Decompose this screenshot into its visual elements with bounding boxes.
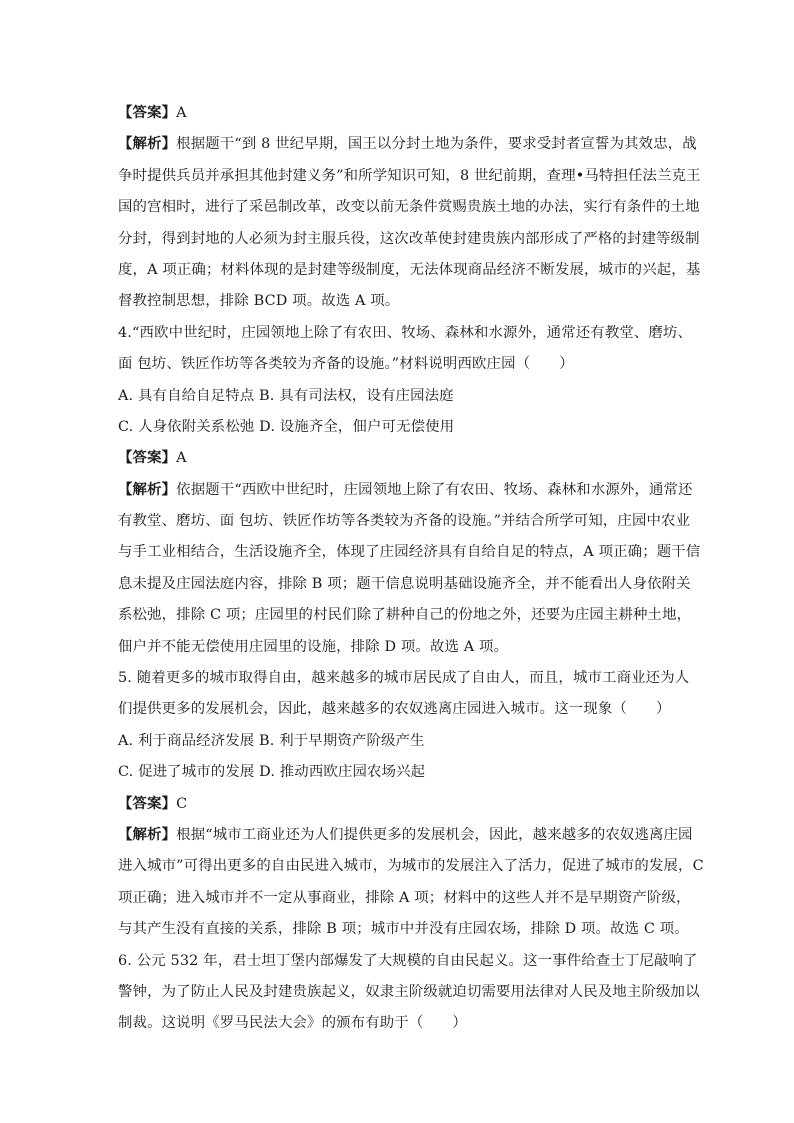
- text-line: [118, 163, 701, 189]
- line-text: C: [176, 795, 188, 812]
- text-line: [118, 351, 678, 377]
- line-text: 度，A 项正确；材料体现的是封建等级制度，无法体现商品经济不断发展，城市的兴起，基: [118, 261, 701, 278]
- text-line: [118, 226, 700, 252]
- section-label: 【答案】: [118, 794, 177, 812]
- text-line: [118, 477, 693, 503]
- text-line: [118, 320, 693, 346]
- line-text: 分封，得到封地的人必须为封主服兵役，这次改革使封建贵族内部形成了严格的封建等级制: [118, 230, 700, 247]
- line-text: 督教控制思想，排除 BCD 项。故选 A 项。: [118, 293, 400, 310]
- text-line: [118, 508, 691, 534]
- line-text: C. 人身依附关系松弛 D. 设施齐全，佃户可无偿使用: [118, 418, 455, 435]
- line-text: 6. 公元 532 年，君士坦丁堡内部爆发了大规模的自由民起义。这一事件给查士丁尼敲响了: [118, 952, 698, 969]
- line-text: 争时提供兵员并承担其他封建义务”和所学知识可知，8 世纪前期，查理•马特担任法兰克王: [118, 167, 701, 184]
- line-text: 国的宫相时，进行了采邑制改革，改变以前无条件赏赐贵族土地的办法，实行有条件的土地: [118, 199, 700, 216]
- text-line: [118, 1010, 678, 1036]
- line-text: A. 利于商品经济发展 B. 利于早期资产阶级产生: [118, 732, 425, 749]
- section-label: 【答案】: [118, 449, 177, 467]
- text-line: [118, 602, 692, 628]
- document-body: [118, 100, 704, 1042]
- line-text: 依据题干“西欧中世纪时，庄园领地上除了有农田、牧场、森林和水源外，通常还: [176, 481, 693, 498]
- text-line: [118, 853, 704, 879]
- text-line: [118, 885, 691, 911]
- text-line: [118, 916, 689, 942]
- section-label: 【解析】: [118, 825, 177, 843]
- line-text: 系松弛，排除 C 项；庄园里的村民们除了耕种自己的份地之外，还要为庄园主耕种土地，: [118, 607, 692, 624]
- line-text: 制裁。这说明《罗马民法大会》的颁布有助于（ ）: [118, 1015, 467, 1032]
- line-text: 与手工业相结合，生活设施齐全，体现了庄园经济具有自给自足的特点，A 项正确；题干信: [118, 544, 701, 561]
- text-line: [118, 445, 678, 471]
- line-text: 4.“西欧中世纪时，庄园领地上除了有农田、牧场、森林和水源外，通常还有教堂、磨坊、: [118, 324, 693, 341]
- line-text: 警钟，为了防止人民及封建贵族起义，奴隶主阶级就迫切需要用法律对人民及地主阶级加以: [118, 983, 700, 1000]
- text-line: [118, 571, 691, 597]
- line-text: 5. 随着更多的城市取得自由，越来越多的城市居民成了自由人，而且，城市工商业还为人: [118, 670, 690, 687]
- line-text: C. 促进了城市的发展 D. 推动西欧庄园农场兴起: [118, 764, 426, 781]
- text-line: [118, 539, 701, 565]
- line-text: 与其产生没有直接的关系，排除 B 项；城市中并没有庄园农场，排除 D 项。故选 C 项。: [118, 921, 689, 938]
- text-line: [118, 383, 678, 409]
- text-line: [118, 665, 690, 691]
- line-text: 进入城市”可得出更多的自由民进入城市，为城市的发展注入了活力，促进了城市的发展，C: [118, 858, 704, 875]
- line-text: A. 具有自给自足特点 B. 具有司法权，设有庄园法庭: [118, 387, 454, 404]
- text-line: [118, 728, 678, 754]
- text-line: [118, 791, 678, 817]
- section-label: 【解析】: [118, 135, 177, 153]
- text-line: [118, 257, 701, 283]
- text-line: [118, 100, 678, 126]
- line-text: 面 包坊、铁匠作坊等各类较为齐备的设施。”材料说明西欧庄园（ ）: [118, 356, 574, 373]
- text-line: [118, 194, 700, 220]
- line-text: 佃户并不能无偿使用庄园里的设施，排除 D 项。故选 A 项。: [118, 638, 509, 655]
- line-text: 根据“城市工商业还为人们提供更多的发展机会，因此，越来越多的农奴逃离庄园: [176, 826, 693, 843]
- text-line: [118, 634, 678, 660]
- line-text: 项正确；进入城市并不一定从事商业，排除 A 项；材料中的这些人并不是早期资产阶级，: [118, 889, 691, 906]
- text-line: [118, 131, 697, 157]
- line-text: A: [176, 450, 187, 467]
- line-text: 根据题干“到 8 世纪早期，国王以分封土地为条件，要求受封者宣誓为其效忠，战: [176, 136, 697, 153]
- line-text: A: [176, 105, 187, 121]
- text-line: [118, 288, 678, 314]
- line-text: 们提供更多的发展机会，因此，越来越多的农奴逃离庄园进入城市。这一现象（ ）: [118, 701, 671, 718]
- text-line: [118, 822, 693, 848]
- text-line: [118, 979, 700, 1005]
- text-line: [118, 948, 698, 974]
- text-line: [118, 696, 678, 722]
- text-line: [118, 759, 678, 785]
- text-line: [118, 414, 678, 440]
- section-label: 【解析】: [118, 480, 177, 498]
- line-text: 有教堂、磨坊、面 包坊、铁匠作坊等各类较为齐备的设施。”并结合所学可知，庄园中农业: [118, 513, 691, 530]
- line-text: 息未提及庄园法庭内容，排除 B 项；题干信息说明基础设施齐全，并不能看出人身依附关: [118, 575, 691, 592]
- section-label: 【答案】: [118, 104, 177, 121]
